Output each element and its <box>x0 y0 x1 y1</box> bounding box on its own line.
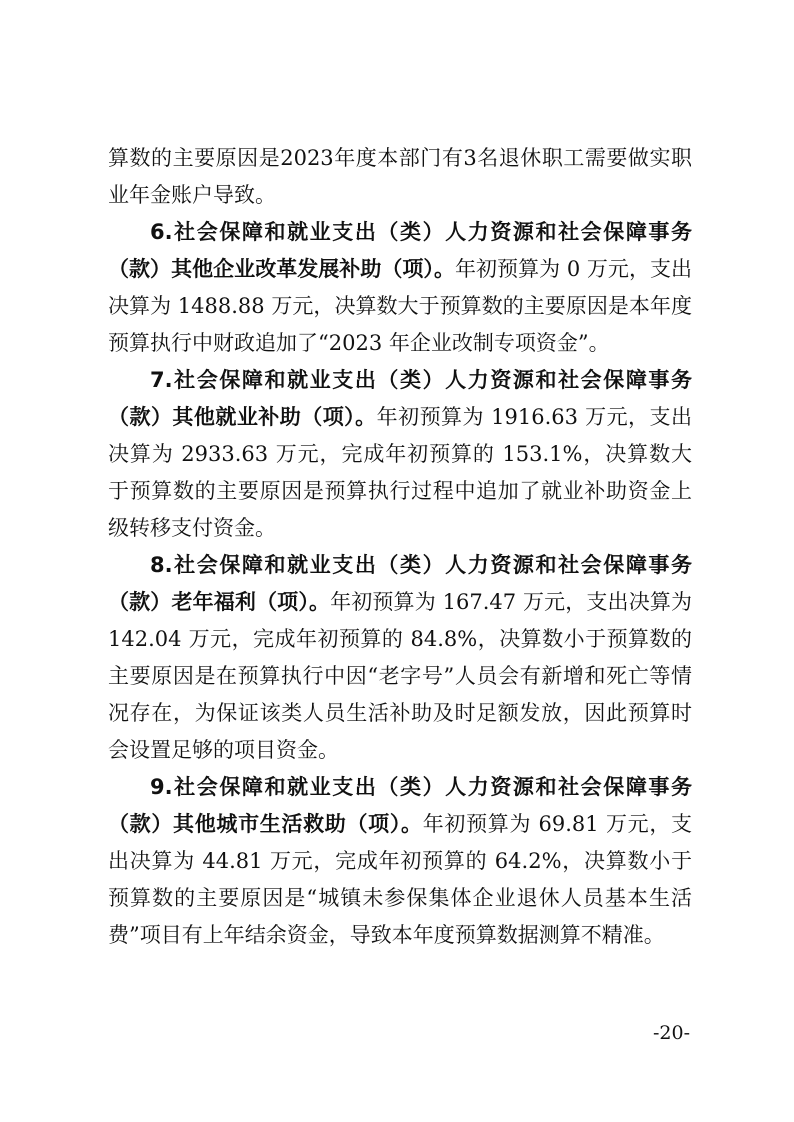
document-body <box>108 140 692 954</box>
item-7-body: 年初预算为 1916.63 万元，支出决算为 2933.63 万元，完成年初预算的 153.1%，决算数大于预算数的主要原因是预算执行过程中追加了就业补助资金上级转移支付资金。 <box>108 405 692 540</box>
paragraph-item-9 <box>108 769 692 954</box>
item-8-body: 年初预算为 167.47 万元，支出决算为 142.04 万元，完成年初预算的 84.8%，决算数小于预算数的主要原因是在预算执行中因“老字号”人员会有新增和死亡等情况存在，为保证该类人员生活补助及时足额发放，因此预算时会设置足够的项目资金。 <box>108 590 692 762</box>
page-number: -20- <box>652 1022 690 1044</box>
item-6-heading: 6.社会保障和就业支出（类）人力资源和社会保障事务（款）其他企业改革发展补助（项）。 <box>108 220 692 281</box>
paragraph-item-7 <box>108 362 692 547</box>
item-8-heading: 8.社会保障和就业支出（类）人力资源和社会保障事务（款）老年福利（项）。 <box>108 553 692 614</box>
paragraph-intro-text: 算数的主要原因是2023年度本部门有3名退休职工需要做实职业年金账户导致。 <box>108 146 692 207</box>
item-7-heading: 7.社会保障和就业支出（类）人力资源和社会保障事务（款）其他就业补助（项）。 <box>108 368 692 429</box>
item-6-body: 年初预算为 0 万元，支出决算为 1488.88 万元，决算数大于预算数的主要原因是本年度预算执行中财政追加了“2023 年企业改制专项资金”。 <box>108 257 693 355</box>
paragraph-item-8 <box>108 547 692 769</box>
paragraph-item-6 <box>108 214 692 362</box>
item-9-heading: 9.社会保障和就业支出（类）人力资源和社会保障事务（款）其他城市生活救助（项）。 <box>108 775 692 836</box>
paragraph-intro <box>108 140 692 214</box>
item-9-body: 年初预算为 69.81 万元，支出决算为 44.81 万元，完成年初预算的 64.2%，决算数小于预算数的主要原因是“城镇未参保集体企业退休人员基本生活费”项目有上年结余资金，导致本年度预算数据测算不精准。 <box>108 812 692 947</box>
